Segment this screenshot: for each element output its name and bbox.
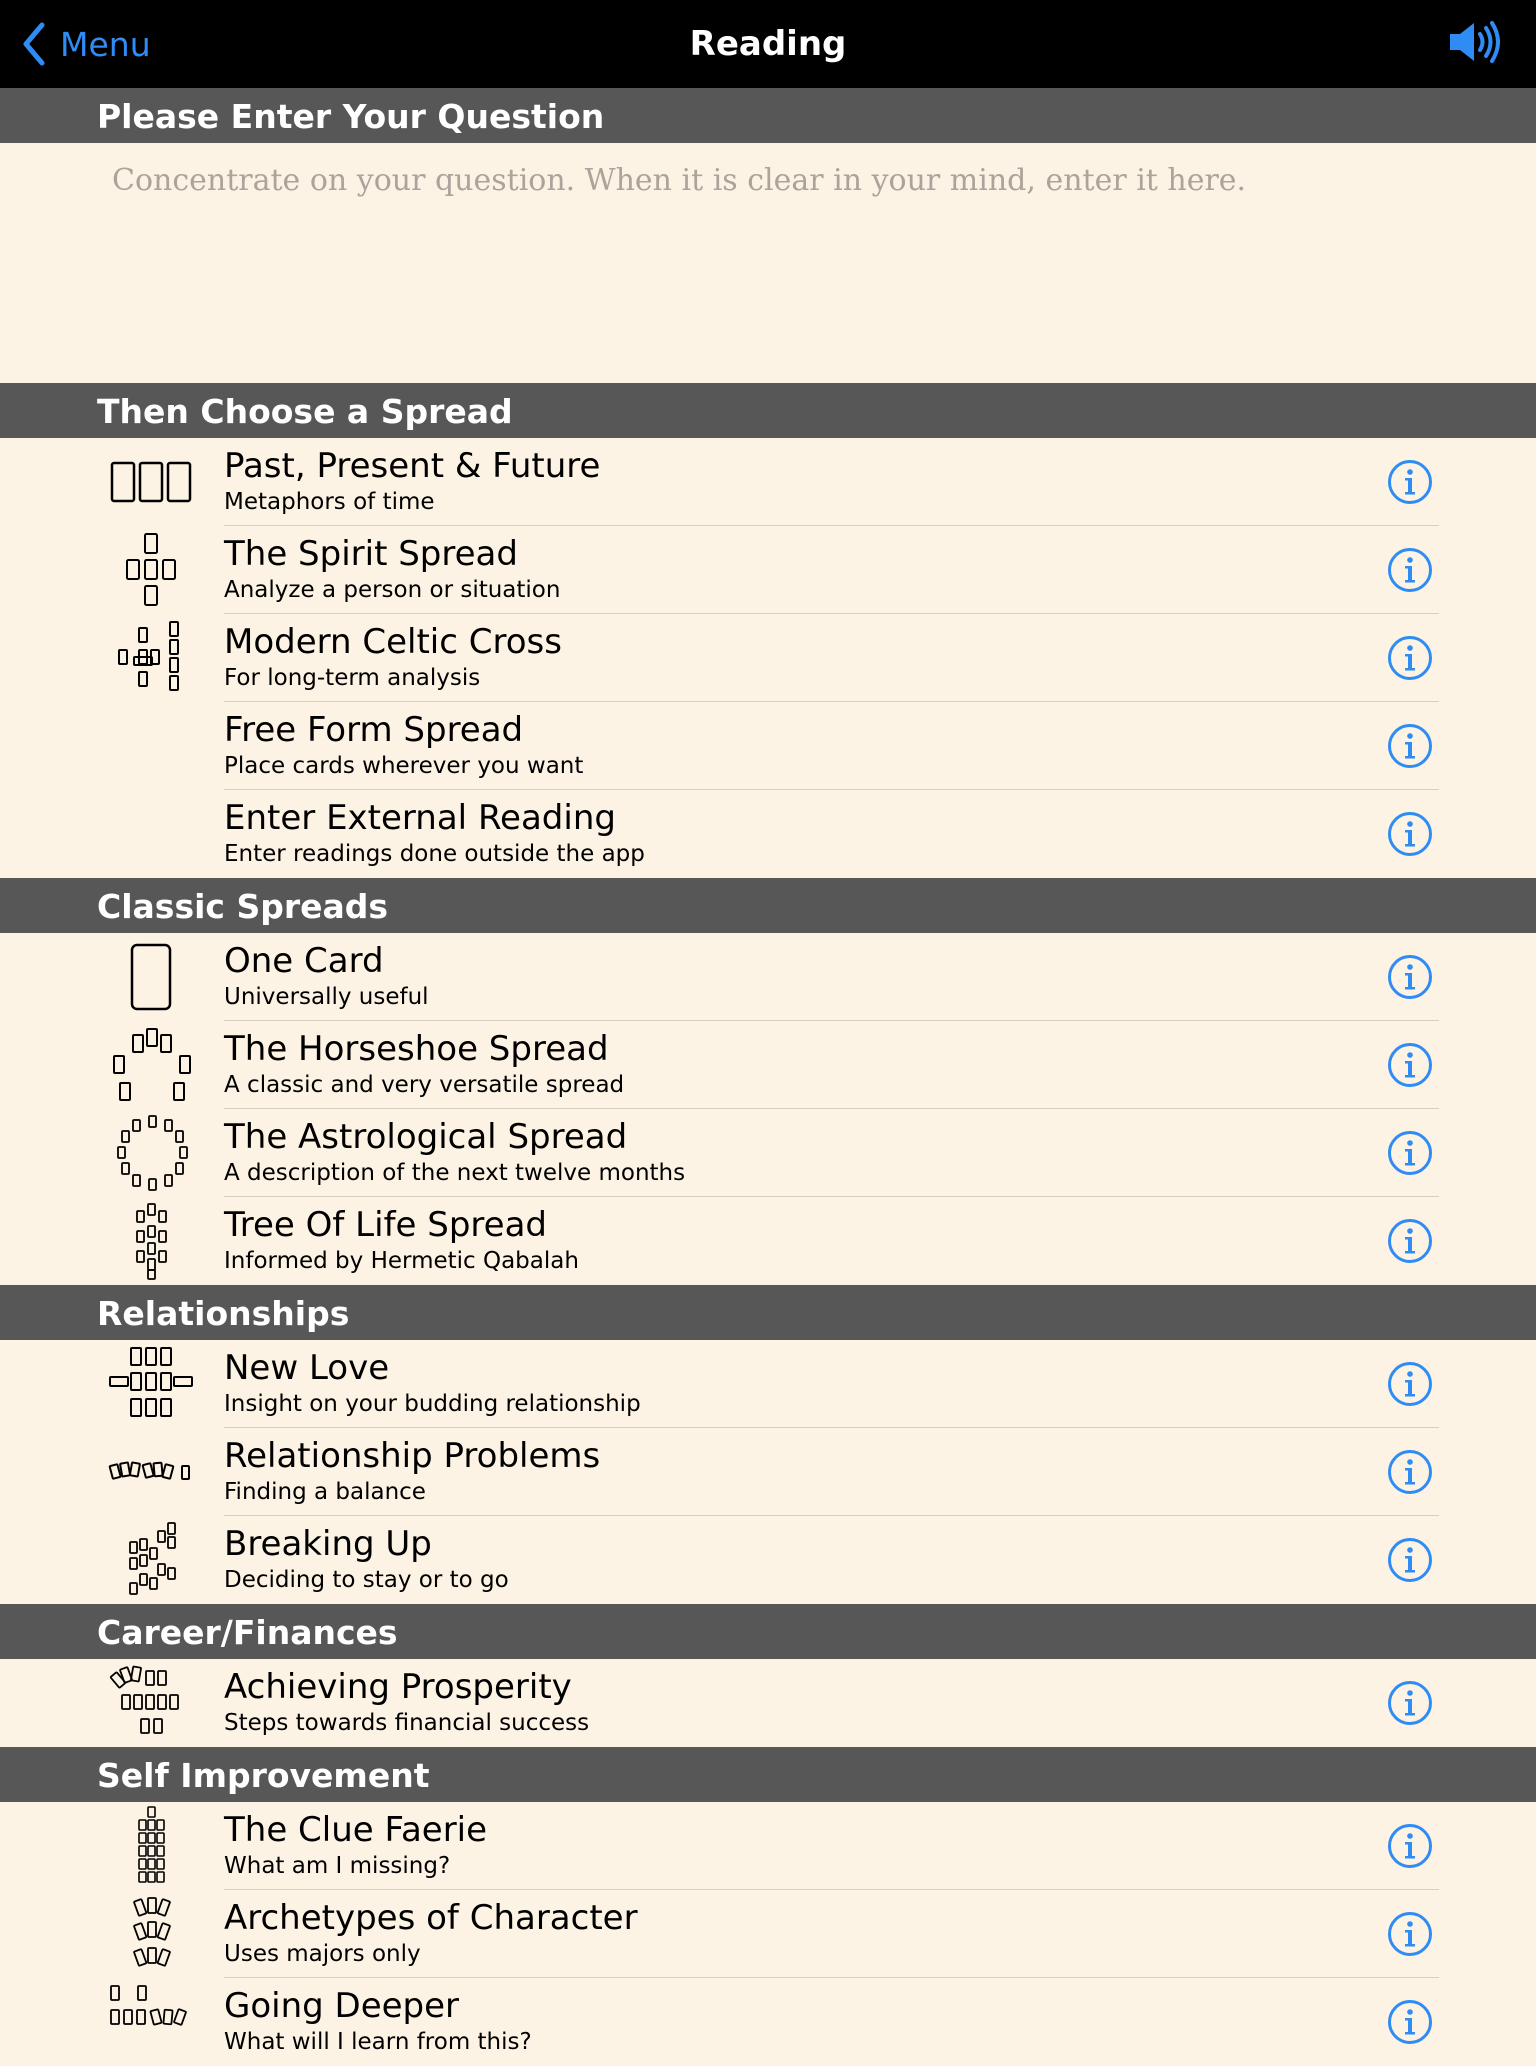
navigation-bar <box>0 0 1536 88</box>
spread-subtitle: A description of the next twelve months <box>224 1160 686 1186</box>
spread-title: Breaking Up <box>224 1524 432 1564</box>
info-icon[interactable] <box>1387 1537 1433 1583</box>
spread-row-spirit[interactable] <box>0 526 1536 614</box>
section-spread-choice <box>0 383 1536 878</box>
page-title: Reading <box>689 24 847 64</box>
prosperity-spread-icon <box>108 1663 196 1743</box>
info-icon[interactable] <box>1387 1130 1433 1176</box>
spread-title: Free Form Spread <box>224 710 524 750</box>
relationship-problems-icon <box>108 1432 196 1512</box>
spread-row-new-love[interactable] <box>0 1340 1536 1428</box>
spread-subtitle: Analyze a person or situation <box>224 577 561 603</box>
celtic-cross-icon <box>108 618 196 698</box>
spread-title: The Horseshoe Spread <box>224 1029 609 1069</box>
spread-row-external-reading[interactable] <box>0 790 1536 878</box>
spirit-spread-icon <box>108 530 196 610</box>
info-icon[interactable] <box>1387 1042 1433 1088</box>
spread-row-relationship-problems[interactable] <box>0 1428 1536 1516</box>
spread-title: Past, Present & Future <box>224 446 601 486</box>
section-header: Self Improvement <box>0 1747 1536 1802</box>
section-relationships <box>0 1285 1536 1604</box>
spread-title: The Spirit Spread <box>224 534 518 574</box>
info-icon[interactable] <box>1387 1680 1433 1726</box>
tree-of-life-icon <box>108 1201 196 1281</box>
spread-row-past-present-future[interactable] <box>0 438 1536 526</box>
spread-title: Relationship Problems <box>224 1436 601 1476</box>
spread-row-astrological[interactable] <box>0 1109 1536 1197</box>
spread-title: Modern Celtic Cross <box>224 622 562 662</box>
spread-row-breaking-up[interactable] <box>0 1516 1536 1604</box>
spread-subtitle: Place cards wherever you want <box>224 753 584 779</box>
spread-row-achieving-prosperity[interactable] <box>0 1659 1536 1747</box>
spread-subtitle: Metaphors of time <box>224 489 435 515</box>
info-icon[interactable] <box>1387 1999 1433 2045</box>
question-section-header: Please Enter Your Question <box>0 88 1536 143</box>
info-icon[interactable] <box>1387 1449 1433 1495</box>
info-icon[interactable] <box>1387 1361 1433 1407</box>
section-self-improvement <box>0 1747 1536 2066</box>
info-icon[interactable] <box>1387 1218 1433 1264</box>
info-icon[interactable] <box>1387 954 1433 1000</box>
spread-row-going-deeper[interactable] <box>0 1978 1536 2066</box>
spread-row-celtic-cross[interactable] <box>0 614 1536 702</box>
clue-faerie-icon <box>108 1806 196 1886</box>
section-header: Relationships <box>0 1285 1536 1340</box>
spread-row-clue-faerie[interactable] <box>0 1802 1536 1890</box>
spread-title: Achieving Prosperity <box>224 1667 572 1707</box>
section-header: Then Choose a Spread <box>0 383 1536 438</box>
spread-subtitle: Informed by Hermetic Qabalah <box>224 1248 579 1274</box>
info-icon[interactable] <box>1387 547 1433 593</box>
info-icon[interactable] <box>1387 635 1433 681</box>
spread-subtitle: Insight on your budding relationship <box>224 1391 641 1417</box>
spread-row-archetypes[interactable] <box>0 1890 1536 1978</box>
section-classic-spreads <box>0 878 1536 1285</box>
back-button-label: Menu <box>60 24 151 64</box>
one-card-icon <box>108 937 196 1017</box>
spread-title: Enter External Reading <box>224 798 616 838</box>
info-icon[interactable] <box>1387 723 1433 769</box>
info-icon[interactable] <box>1387 811 1433 857</box>
spread-title: Archetypes of Character <box>224 1898 638 1938</box>
spread-subtitle: Enter readings done outside the app <box>224 841 645 867</box>
spread-row-free-form[interactable] <box>0 702 1536 790</box>
spread-subtitle: Steps towards financial success <box>224 1710 590 1736</box>
spread-title: The Clue Faerie <box>224 1810 488 1850</box>
section-header: Career/Finances <box>0 1604 1536 1659</box>
spread-title: Tree Of Life Spread <box>224 1205 547 1245</box>
three-card-spread-icon <box>108 442 196 522</box>
spread-subtitle: Universally useful <box>224 984 429 1010</box>
spread-subtitle: Finding a balance <box>224 1479 426 1505</box>
new-love-spread-icon <box>108 1344 196 1424</box>
spread-subtitle: Deciding to stay or to go <box>224 1567 509 1593</box>
astrological-spread-icon <box>108 1113 196 1193</box>
horseshoe-spread-icon <box>108 1025 196 1105</box>
spread-title: New Love <box>224 1348 390 1388</box>
info-icon[interactable] <box>1387 1911 1433 1957</box>
info-icon[interactable] <box>1387 1823 1433 1869</box>
info-icon[interactable] <box>1387 459 1433 505</box>
going-deeper-icon <box>108 1982 196 2062</box>
question-area <box>0 143 1536 383</box>
spread-row-one-card[interactable] <box>0 933 1536 1021</box>
spread-subtitle: For long-term analysis <box>224 665 481 691</box>
section-career-finances <box>0 1604 1536 1747</box>
spread-row-tree-of-life[interactable] <box>0 1197 1536 1285</box>
section-header: Classic Spreads <box>0 878 1536 933</box>
spread-subtitle: What will I learn from this? <box>224 2029 532 2055</box>
spread-row-horseshoe[interactable] <box>0 1021 1536 1109</box>
spread-subtitle: What am I missing? <box>224 1853 451 1879</box>
archetypes-spread-icon <box>108 1894 196 1974</box>
spread-title: The Astrological Spread <box>224 1117 628 1157</box>
spread-title: One Card <box>224 941 384 981</box>
speaker-icon <box>1448 20 1500 64</box>
spread-title: Going Deeper <box>224 1986 460 2026</box>
breaking-up-icon <box>108 1520 196 1600</box>
spread-subtitle: A classic and very versatile spread <box>224 1072 625 1098</box>
spread-subtitle: Uses majors only <box>224 1941 421 1967</box>
question-input[interactable] <box>112 163 1492 198</box>
sound-button[interactable] <box>1448 20 1500 68</box>
